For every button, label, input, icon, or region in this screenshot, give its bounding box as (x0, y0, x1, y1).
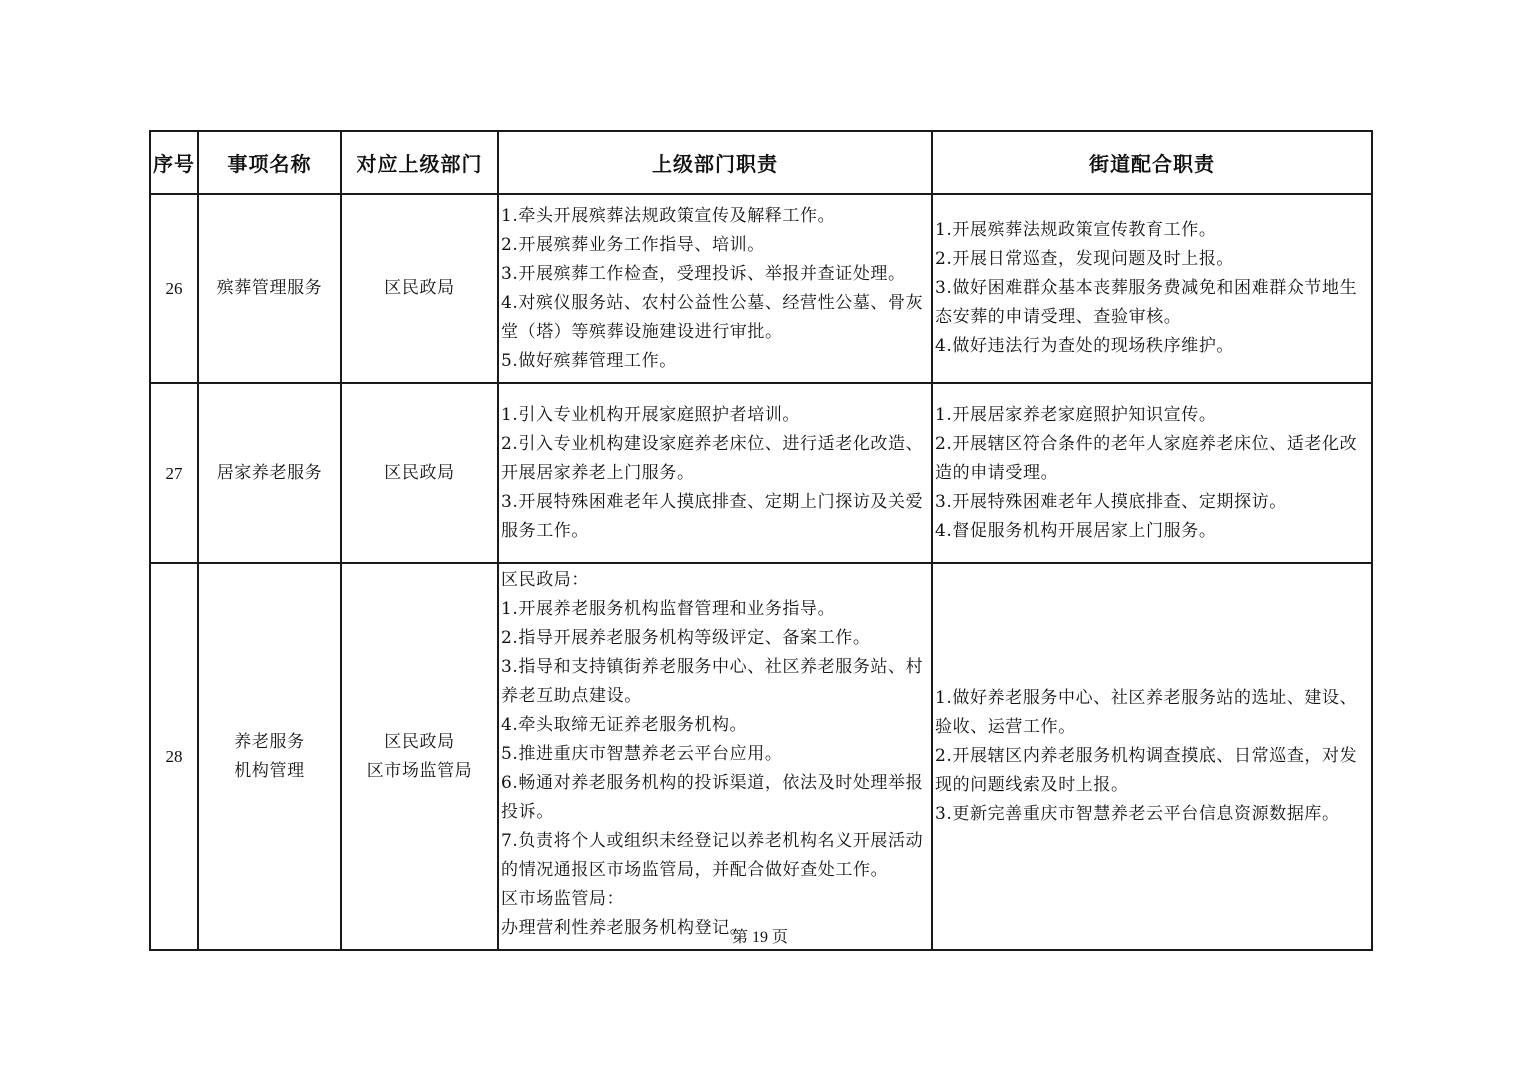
dept-line: 区民政局 (384, 462, 455, 483)
item-name-line: 居家养老服务 (216, 462, 323, 483)
row-item-name (198, 383, 341, 563)
header-item: 事项名称 (198, 131, 341, 194)
upper-duty-line: 3.指导和支持镇街养老服务中心、社区养老服务站、村养老互助点建设。 (501, 657, 924, 706)
dept-line: 区民政局 (384, 278, 455, 298)
row-street-duty (932, 383, 1372, 563)
row-seq: 26 (150, 194, 198, 383)
item-name-line: 机构管理 (234, 760, 305, 781)
row-street-duty (932, 194, 1372, 383)
table-row (150, 194, 1372, 383)
row-upper-duty (498, 383, 932, 563)
row-dept (341, 563, 498, 950)
row-dept (341, 194, 498, 383)
row-dept (341, 383, 498, 563)
row-seq: 28 (150, 563, 198, 950)
street-duty-line: 3.开展特殊困难老年人摸底排查、定期探访。 (935, 491, 1287, 512)
header-seq: 序号 (150, 131, 198, 194)
upper-duty-line: 5.推进重庆市智慧养老云平台应用。 (501, 744, 783, 764)
dept-line: 区市场监管局 (366, 760, 473, 781)
header-dept: 对应上级部门 (341, 131, 498, 194)
street-duty-line: 1.开展居家养老家庭照护知识宣传。 (935, 404, 1217, 425)
row-item-name (198, 563, 341, 950)
upper-duty-line: 2.开展殡葬业务工作指导、培训。 (501, 234, 765, 255)
item-name-line: 养老服务 (234, 731, 305, 752)
upper-duty-line: 4.对殡仪服务站、农村公益性公墓、经营性公墓、骨灰堂（塔）等殡葬设施建设进行审批。 (501, 292, 924, 342)
street-duty-line: 4.做好违法行为查处的现场秩序维护。 (935, 336, 1235, 356)
upper-duty-line: 办理营利性养老服务机构登记。 (501, 918, 748, 938)
upper-duty-line: 1.开展养老服务机构监督管理和业务指导。 (501, 599, 836, 619)
upper-duty-line: 3.开展殡葬工作检查，受理投诉、举报并查证处理。 (501, 263, 906, 284)
row-item-name (198, 194, 341, 383)
upper-duty-line: 1.牵头开展殡葬法规政策宣传及解释工作。 (501, 205, 836, 226)
page-number: 第 19 页 (731, 929, 788, 946)
street-duty-line: 4.督促服务机构开展居家上门服务。 (935, 520, 1217, 541)
street-duty-line: 3.做好困难群众基本丧葬服务费减免和困难群众节地生态安葬的申请受理、查验审核。 (935, 278, 1358, 327)
item-name-line: 殡葬管理服务 (216, 278, 323, 298)
upper-duty-line: 7.负责将个人或组织未经登记以养老机构名义开展活动的情况通报区市场监管局，并配合做好查处工作。 (501, 831, 924, 880)
street-duty-line: 1.做好养老服务中心、社区养老服务站的选址、建设、验收、运营工作。 (935, 688, 1358, 737)
upper-duty-line: 2.指导开展养老服务机构等级评定、备案工作。 (501, 628, 871, 648)
upper-duty-line: 5.做好殡葬管理工作。 (501, 350, 677, 371)
row-upper-duty (498, 563, 932, 950)
street-duty-line: 2.开展辖区符合条件的老年人家庭养老床位、适老化改造的申请受理。 (935, 433, 1358, 483)
upper-duty-line: 区民政局： (501, 570, 589, 590)
upper-duty-line: 4.牵头取缔无证养老服务机构。 (501, 715, 748, 735)
upper-duty-line: 3.开展特殊困难老年人摸底排查、定期上门探访及关爱服务工作。 (501, 491, 924, 541)
row-upper-duty (498, 194, 932, 383)
street-duty-line: 1.开展殡葬法规政策宣传教育工作。 (935, 220, 1217, 240)
street-duty-line: 2.开展辖区内养老服务机构调查摸底、日常巡查，对发现的问题线索及时上报。 (935, 746, 1358, 795)
upper-duty-line: 6.畅通对养老服务机构的投诉渠道，依法及时处理举报投诉。 (501, 773, 924, 822)
row-street-duty (932, 563, 1372, 950)
street-duty-line: 3.更新完善重庆市智慧养老云平台信息资源数据库。 (935, 804, 1340, 824)
header-street-duty: 街道配合职责 (932, 131, 1372, 194)
dept-line: 区民政局 (384, 731, 455, 752)
upper-duty-line: 区市场监管局： (501, 889, 625, 909)
header-row (150, 131, 1372, 194)
table-row (150, 563, 1372, 950)
duty-table (149, 130, 1373, 951)
upper-duty-line: 2.引入专业机构建设家庭养老床位、进行适老化改造、开展居家养老上门服务。 (501, 433, 924, 483)
upper-duty-line: 1.引入专业机构开展家庭照护者培训。 (501, 404, 801, 425)
street-duty-line: 2.开展日常巡查，发现问题及时上报。 (935, 249, 1235, 269)
table-row (150, 383, 1372, 563)
header-upper-duty: 上级部门职责 (498, 131, 932, 194)
row-seq: 27 (150, 383, 198, 563)
